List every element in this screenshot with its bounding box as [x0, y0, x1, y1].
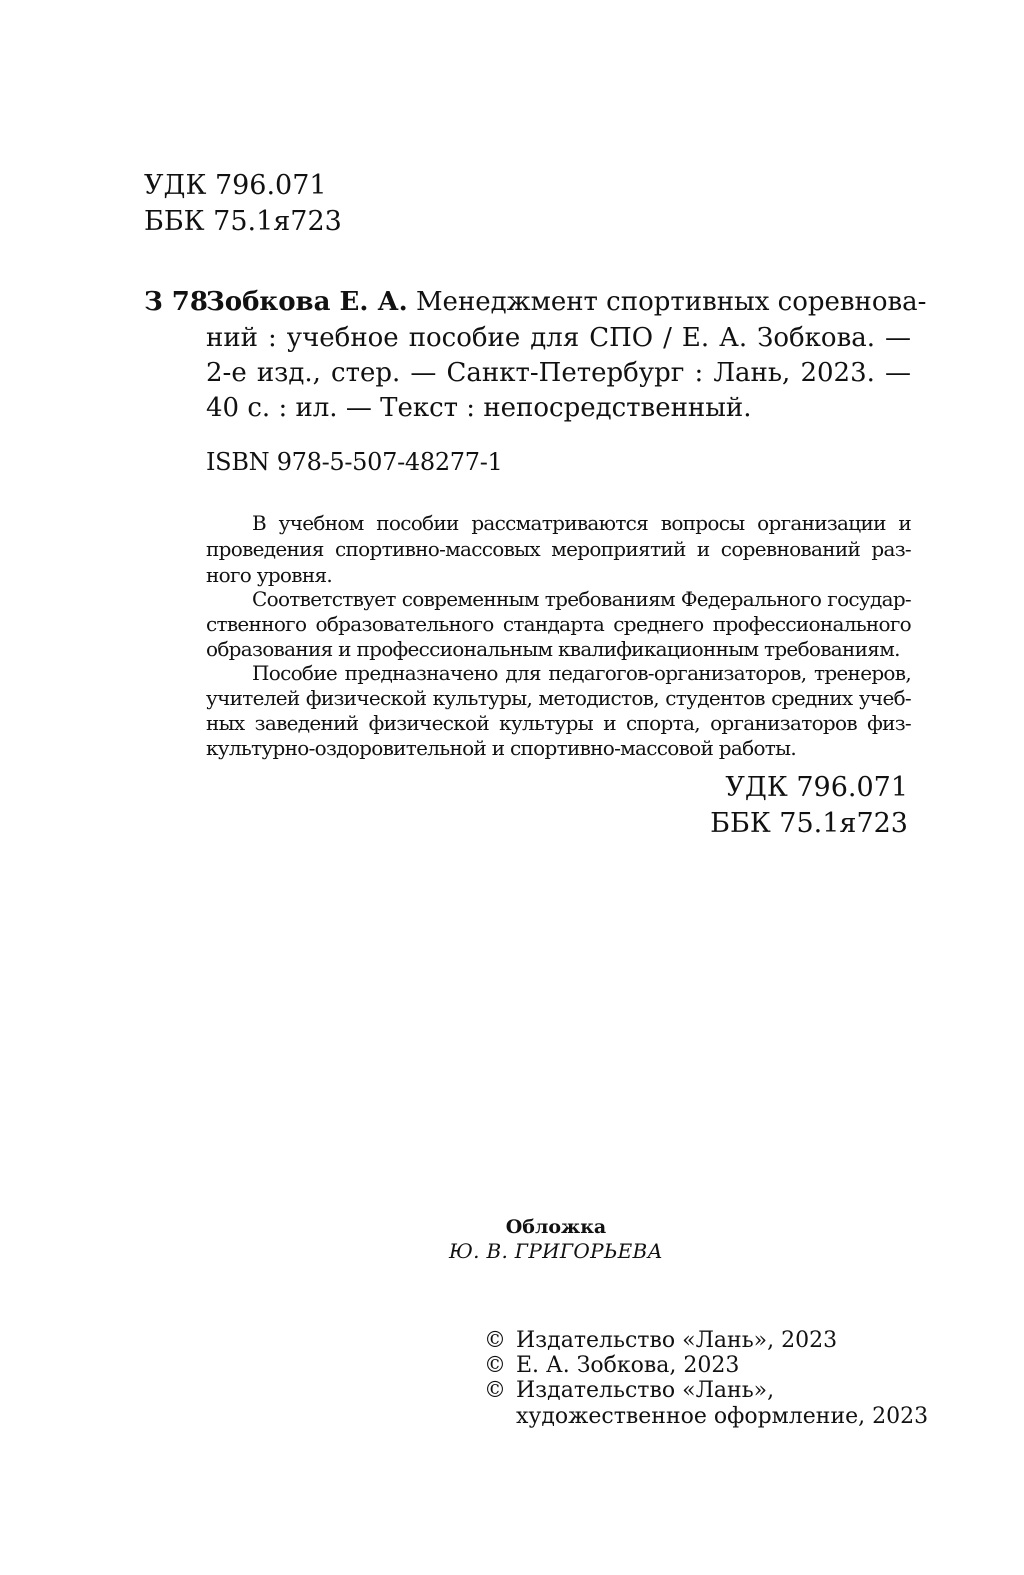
- copyright-line: [484, 1353, 739, 1379]
- bbk-code-top: ББК 75.1я723: [144, 206, 342, 237]
- cover-artist: Ю. В. ГРИГОРЬЕВА: [449, 1239, 663, 1263]
- copyright-text: Издательство «Лань»,: [516, 1378, 775, 1403]
- bibliography-line-2: ний : учебное пособие для СПО / Е. А. Зобкова. —: [206, 323, 911, 353]
- annotation-line: культурно-оздоровительной и спортивно-массовой работы.: [206, 736, 797, 760]
- book-title-start: Менеджмент спортивных соревнова-: [415, 287, 927, 317]
- cover-label: Обложка: [505, 1216, 607, 1238]
- copyright-line: [484, 1328, 837, 1354]
- bibliography-line-3: 2-е изд., стер. — Санкт-Петербург : Лань, 2023. —: [206, 358, 911, 388]
- annotation-line: проведения спортивно-массовых мероприятий и соревнований раз-: [206, 537, 911, 561]
- annotation-line: ных заведений физической культуры и спорта, организаторов физ-: [206, 711, 911, 735]
- isbn: ISBN 978-5-507-48277-1: [206, 448, 503, 476]
- copyright-icon: ©: [484, 1353, 506, 1378]
- annotation-line: ного уровня.: [206, 563, 333, 587]
- udk-code-top: УДК 796.071: [144, 170, 327, 201]
- annotation-line: В учебном пособии рассматриваются вопросы организации и: [252, 511, 911, 535]
- annotation-line: учителей физической культуры, методистов, студентов средних учеб-: [206, 686, 911, 710]
- copyright-text-continued: художественное оформление, 2023: [516, 1404, 929, 1429]
- annotation-line: Пособие предназначено для педагогов-организаторов, тренеров,: [252, 661, 911, 685]
- bibliography-line-1: [206, 284, 927, 320]
- bbk-code-bottom: ББК 75.1я723: [710, 808, 908, 839]
- bibliography-line-4: 40 с. : ил. — Текст : непосредственный.: [206, 393, 752, 423]
- author-name: Зобкова Е. А.: [206, 287, 408, 317]
- copyright-icon: ©: [484, 1378, 506, 1403]
- annotation-line: образования и профессиональным квалификационным требованиям.: [206, 637, 900, 661]
- copyright-text: Издательство «Лань», 2023: [516, 1328, 838, 1353]
- udk-code-bottom: УДК 796.071: [725, 772, 908, 803]
- author-mark: З 78: [144, 287, 208, 317]
- copyright-text: Е. А. Зобкова, 2023: [516, 1353, 740, 1378]
- annotation-line: ственного образовательного стандарта среднего профессионального: [206, 612, 911, 636]
- copyright-icon: ©: [484, 1328, 506, 1353]
- copyright-line: [484, 1378, 774, 1404]
- annotation-line: Соответствует современным требованиям Федерального государ-: [252, 587, 911, 611]
